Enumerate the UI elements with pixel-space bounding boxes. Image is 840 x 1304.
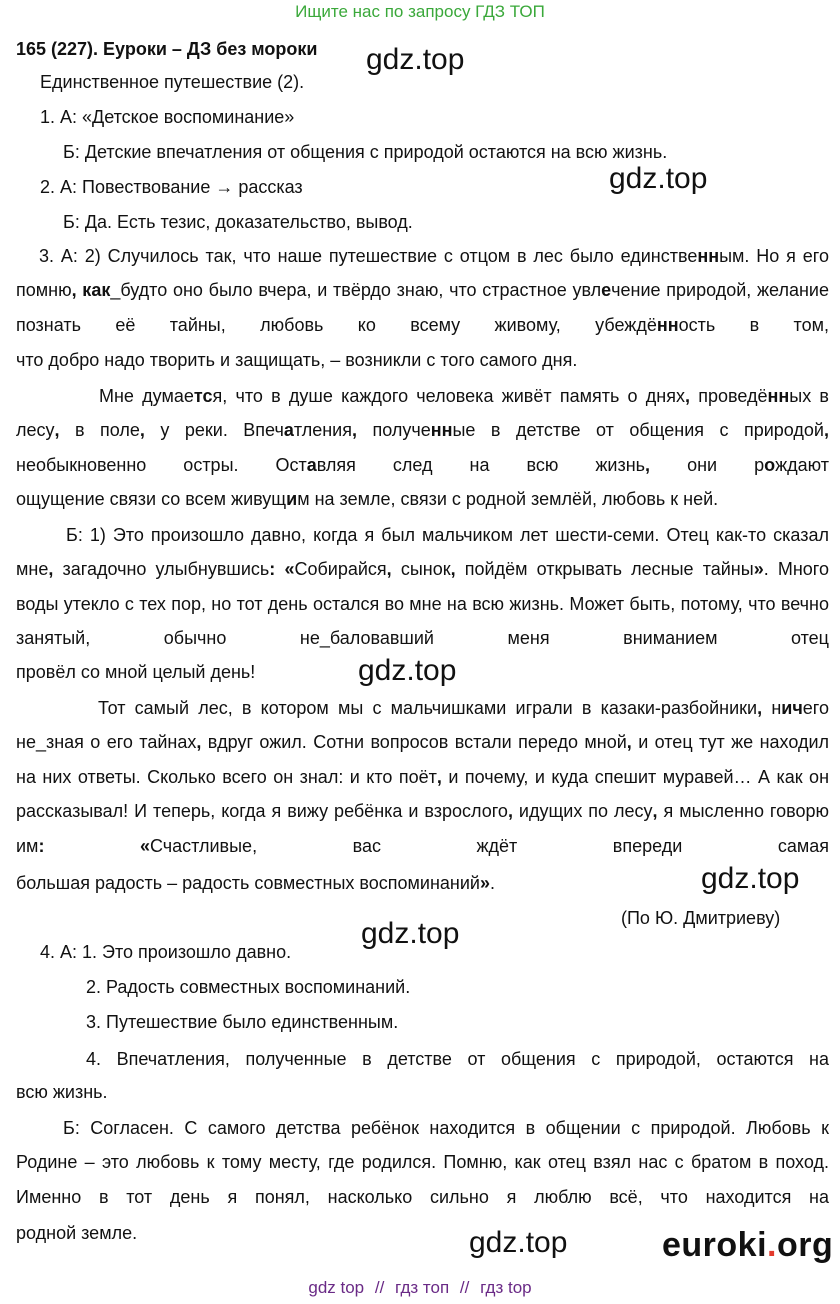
- paragraph-3a2: Мне думается, что в душе каждого человека живёт память о днях, проведённых в лесу, в поле, у реки. Впечатления, полученные в детстве от общения с природой, необыкновенно остры. Оставляя след на всю жизнь, они рождают: [16, 386, 829, 475]
- footer-link-gdz-top-mixed[interactable]: гдз top: [480, 1278, 532, 1297]
- watermark-5: gdz.top: [361, 917, 460, 950]
- text-q4-a2: 2. Радость совместных воспоминаний.: [86, 977, 411, 997]
- paragraph-3a: 3. А: 2) Случилось так, что наше путешествие с отцом в лес было единственным. Но я его помню, как_будто оно было вчера, и твёрдо знаю, что страстное увлечение природой, желание познать её тайны, любовь ко всему живому, убеждённость в том,: [16, 246, 829, 335]
- paragraph-3a-last: что добро надо творить и защищать, – возникли с того самого дня.: [16, 350, 578, 370]
- text-q4-a3: 3. Путешествие было единственным.: [86, 1012, 399, 1032]
- euroki-logo: euroki.org: [662, 1226, 834, 1264]
- page-heading: 165 (227). Еуроки – ДЗ без мороки: [16, 39, 318, 59]
- watermark-6: gdz.top: [469, 1226, 568, 1259]
- watermark-2: gdz.top: [609, 162, 708, 195]
- text-q4-a4: 4. Впечатления, полученные в детстве от общения с природой, остаются на: [86, 1049, 829, 1069]
- footer-link-gdz-top[interactable]: gdz top: [308, 1278, 365, 1297]
- attribution: (По Ю. Дмитриеву): [621, 908, 781, 928]
- watermark-3: gdz.top: [358, 654, 457, 687]
- watermark-1: gdz.top: [366, 43, 465, 76]
- text-q2a: 2. А: Повествование → рассказ: [40, 177, 303, 197]
- paragraph-4b-last: родной земле.: [16, 1223, 138, 1243]
- paragraph-3b2: Тот самый лес, в котором мы с мальчишками играли в казаки-разбойники, ничего не_зная о его тайнах, вдруг ожил. Сотни вопросов встали передо мной, и отец тут же находил на них ответы. Сколько всего он знал: и кто поёт, и почему, и куда спешит муравей… А как он рассказывал! И теперь, когда я вижу ребёнка и взрослого, идущих по лесу, я мысленно говорю им: «Счастливые, вас ждёт впереди самая: [16, 698, 830, 856]
- paragraph-3b-last: провёл со мной целый день!: [16, 662, 256, 682]
- paragraph-4b: Б: Согласен. С самого детства ребёнок находится в общении с природой. Любовь к Родине – это любовь к тому месту, где родился. Помню, как отец взял нас с братом в поход. Именно в тот день я понял, насколько сильно я люблю всё, что находится на: [16, 1118, 829, 1207]
- text-q1b: Б: Детские впечатления от общения с природой остаются на всю жизнь.: [63, 142, 668, 162]
- top-banner-link[interactable]: Ищите нас по запросу ГДЗ ТОП: [295, 2, 545, 21]
- footer-separator: //: [374, 1278, 385, 1297]
- watermark-4: gdz.top: [701, 862, 800, 895]
- paragraph-3b2-last: большая радость – радость совместных воспоминаний».: [16, 873, 496, 893]
- footer-links: [0, 1276, 840, 1300]
- footer-separator: //: [459, 1278, 470, 1297]
- text-q2b: Б: Да. Есть тезис, доказательство, вывод.: [63, 212, 413, 232]
- text-q1a: 1. А: «Детское воспоминание»: [40, 107, 295, 127]
- text-q4-a4-last: всю жизнь.: [16, 1082, 108, 1102]
- paragraph-3b: Б: 1) Это произошло давно, когда я был мальчиком лет шести-семи. Отец как-то сказал мне, загадочно улыбнувшись: «Собирайся, сынок, пойдём открывать лесные тайны». Много воды утекло с тех пор, но тот день остался во мне на всю жизнь. Может быть, потому, что вечно занятый, обычно не_баловавший меня вниманием отец: [16, 525, 829, 649]
- footer-link-gdz-top-ru[interactable]: гдз топ: [395, 1278, 450, 1297]
- text-q4-a1: 4. А: 1. Это произошло давно.: [40, 942, 292, 962]
- text-title: Единственное путешествие (2).: [40, 72, 305, 92]
- paragraph-3a2-last: ощущение связи со всем живущим на земле, связи с родной землёй, любовь к ней.: [16, 489, 719, 509]
